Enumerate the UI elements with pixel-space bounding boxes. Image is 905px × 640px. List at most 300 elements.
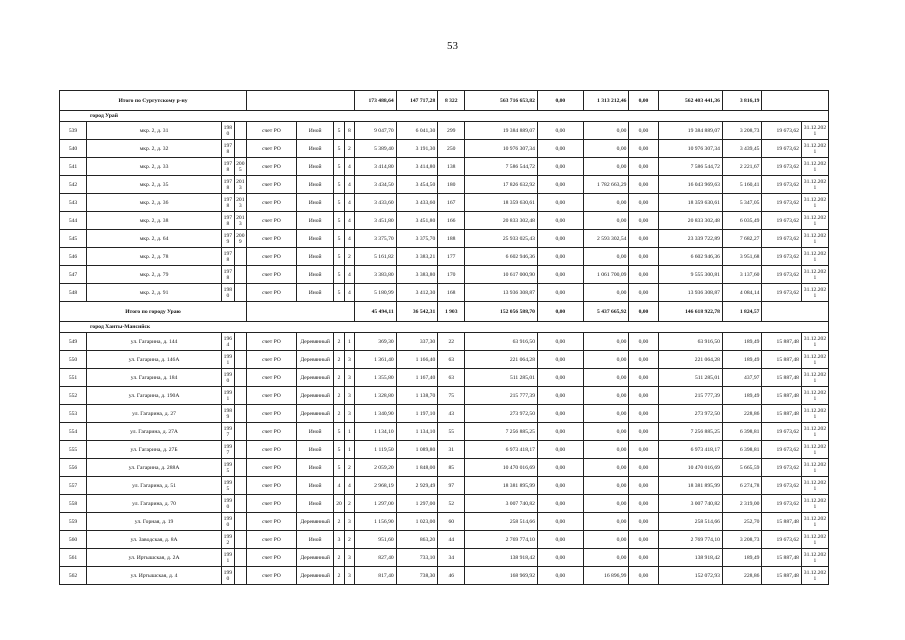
row-fund-method: счет РО xyxy=(247,158,297,176)
row-floors: 5 xyxy=(334,423,344,441)
row-address: ул. Горная, д. 19 xyxy=(87,513,222,531)
row-year-built: 1991 xyxy=(222,549,234,567)
row-date: 31.12.2021 xyxy=(801,248,828,266)
row-area-living: 3 414,80 xyxy=(396,158,438,176)
row-entrances: 1 xyxy=(344,333,354,351)
row-entrances: 3 xyxy=(344,351,354,369)
row-area-total: 1 156,90 xyxy=(355,513,397,531)
row-year-built: 1997 xyxy=(222,441,234,459)
table-row xyxy=(60,158,829,176)
row-date: 31.12.2021 xyxy=(801,266,828,284)
row-budget: 0,00 xyxy=(583,158,629,176)
row-year-built: 1979 xyxy=(222,230,234,248)
row-address: ул. Гагарина, д. 27 xyxy=(87,405,222,423)
row-year-built: 1980 xyxy=(222,122,234,140)
row-fund-zero: 0,00 xyxy=(537,441,583,459)
row-wall-material: Деревянный xyxy=(296,333,333,351)
row-number: 562 xyxy=(60,567,87,585)
row-cost: 10 976 307,34 xyxy=(465,140,538,158)
row-floors: 2 xyxy=(334,405,344,423)
row-wall-material: Иной xyxy=(296,495,333,513)
row-number: 561 xyxy=(60,549,87,567)
row-cost: 63 916,50 xyxy=(465,333,538,351)
row-year-built: 1990 xyxy=(222,369,234,387)
table-row xyxy=(60,284,829,302)
row-floors: 2 xyxy=(334,351,344,369)
row-number: 542 xyxy=(60,176,87,194)
row-specific-cost: 2 319,00 xyxy=(722,495,761,513)
row-owners: 13 936 308,87 xyxy=(658,284,722,302)
row-date: 31.12.2021 xyxy=(801,423,828,441)
row-budget: 0,00 xyxy=(583,122,629,140)
row-year-repair: 2005 xyxy=(234,158,246,176)
row-fund-method: счет РО xyxy=(247,176,297,194)
row-owners: 511 285,01 xyxy=(658,369,722,387)
row-budget: 0,00 xyxy=(583,531,629,549)
row-entrances: 8 xyxy=(344,122,354,140)
row-budget: 0,00 xyxy=(583,405,629,423)
table-row xyxy=(60,230,829,248)
row-budget: 0,00 xyxy=(583,423,629,441)
row-budget: 0,00 xyxy=(583,351,629,369)
row-floors: 5 xyxy=(334,230,344,248)
row-area-total: 1 361,40 xyxy=(355,351,397,369)
summary-label: Итого по городу Ураю xyxy=(60,302,247,322)
row-specific-cost: 4 084,14 xyxy=(722,284,761,302)
row-year-repair xyxy=(234,248,246,266)
row-limit-cost: 19 673,62 xyxy=(762,459,801,477)
row-date: 31.12.2021 xyxy=(801,158,828,176)
row-date: 31.12.2021 xyxy=(801,230,828,248)
row-year-built: 1978 xyxy=(222,140,234,158)
row-year-repair xyxy=(234,459,246,477)
row-wall-material: Иной xyxy=(296,459,333,477)
row-limit-cost: 15 887,48 xyxy=(762,333,801,351)
table-row xyxy=(60,333,829,351)
row-address: ул. Иртышская, д. 2А xyxy=(87,549,222,567)
row-area-living: 1 023,00 xyxy=(396,513,438,531)
row-specific-cost: 5 347,05 xyxy=(722,194,761,212)
row-cost: 511 285,01 xyxy=(465,369,538,387)
row-fund-zero: 0,00 xyxy=(537,176,583,194)
row-specific-cost: 189,49 xyxy=(722,387,761,405)
row-fund-zero: 0,00 xyxy=(537,477,583,495)
row-address: мкр. 2, д. 79 xyxy=(87,266,222,284)
row-area-living: 3 375,70 xyxy=(396,230,438,248)
row-limit-cost: 15 887,48 xyxy=(762,369,801,387)
table-row xyxy=(60,477,829,495)
row-floors: 2 xyxy=(334,333,344,351)
row-number: 555 xyxy=(60,441,87,459)
row-year-repair xyxy=(234,333,246,351)
row-floors: 20 xyxy=(334,495,344,513)
summary-area-living: 36 542,31 xyxy=(396,302,438,322)
row-owners: 3 007 740,82 xyxy=(658,495,722,513)
row-year-repair xyxy=(234,369,246,387)
summary-empty xyxy=(247,91,355,111)
row-date: 31.12.2021 xyxy=(801,212,828,230)
row-year-repair xyxy=(234,284,246,302)
row-limit-cost: 19 673,62 xyxy=(762,230,801,248)
row-wall-material: Деревянный xyxy=(296,387,333,405)
row-date: 31.12.2021 xyxy=(801,122,828,140)
row-fund-zero: 0,00 xyxy=(537,158,583,176)
row-owners: 7 586 544,72 xyxy=(658,158,722,176)
row-specific-cost: 5 160,41 xyxy=(722,176,761,194)
row-address: ул. Гагарина, д. 51 xyxy=(87,477,222,495)
row-number: 539 xyxy=(60,122,87,140)
row-owners: 18 381 895,99 xyxy=(658,477,722,495)
row-area-total: 5 180,99 xyxy=(355,284,397,302)
row-entrances: 3 xyxy=(344,369,354,387)
row-entrances: 4 xyxy=(344,194,354,212)
row-fund-method: счет РО xyxy=(247,387,297,405)
table-row xyxy=(60,531,829,549)
city-name: город Урай xyxy=(60,111,829,122)
row-date: 31.12.2021 xyxy=(801,176,828,194)
row-floors: 5 xyxy=(334,212,344,230)
row-local-zero: 0,00 xyxy=(629,158,658,176)
row-residents: 250 xyxy=(438,140,465,158)
row-entrances: 4 xyxy=(344,284,354,302)
row-fund-method: счет РО xyxy=(247,513,297,531)
table-row xyxy=(60,423,829,441)
row-fund-zero: 0,00 xyxy=(537,194,583,212)
row-number: 540 xyxy=(60,140,87,158)
summary-area-total: 45 494,11 xyxy=(355,302,397,322)
row-date: 31.12.2021 xyxy=(801,441,828,459)
row-year-repair: 2013 xyxy=(234,194,246,212)
row-residents: 180 xyxy=(438,176,465,194)
row-fund-method: счет РО xyxy=(247,441,297,459)
row-area-living: 1 166,40 xyxy=(396,351,438,369)
row-owners: 138 918,42 xyxy=(658,549,722,567)
row-date: 31.12.2021 xyxy=(801,513,828,531)
row-entrances: 4 xyxy=(344,477,354,495)
row-year-built: 1989 xyxy=(222,405,234,423)
row-budget: 0,00 xyxy=(583,248,629,266)
row-fund-method: счет РО xyxy=(247,266,297,284)
row-year-repair: 2013 xyxy=(234,176,246,194)
row-residents: 138 xyxy=(438,158,465,176)
row-floors: 5 xyxy=(334,194,344,212)
row-specific-cost: 3 208,73 xyxy=(722,122,761,140)
row-specific-cost: 6 274,78 xyxy=(722,477,761,495)
city-row xyxy=(60,111,829,122)
row-specific-cost: 5 665,59 xyxy=(722,459,761,477)
table-row xyxy=(60,387,829,405)
row-limit-cost: 19 673,62 xyxy=(762,441,801,459)
row-date: 31.12.2021 xyxy=(801,459,828,477)
row-wall-material: Деревянный xyxy=(296,405,333,423)
row-area-living: 3 383,80 xyxy=(396,266,438,284)
row-wall-material: Иной xyxy=(296,284,333,302)
row-specific-cost: 228,86 xyxy=(722,567,761,585)
row-area-total: 2 059,20 xyxy=(355,459,397,477)
row-residents: 44 xyxy=(438,531,465,549)
row-fund-zero: 0,00 xyxy=(537,248,583,266)
row-limit-cost: 19 673,62 xyxy=(762,212,801,230)
row-budget: 1 061 700,09 xyxy=(583,266,629,284)
row-year-built: 1995 xyxy=(222,477,234,495)
row-residents: 188 xyxy=(438,230,465,248)
row-limit-cost: 19 673,62 xyxy=(762,194,801,212)
summary-label: Итого по Сургутскому р-ну xyxy=(60,91,247,111)
row-area-living: 3 412,30 xyxy=(396,284,438,302)
row-area-total: 5 161,82 xyxy=(355,248,397,266)
summary-fund-zero: 0,00 xyxy=(537,91,583,111)
row-address: мкр. 2, д. 91 xyxy=(87,284,222,302)
row-area-living: 3 454,50 xyxy=(396,176,438,194)
row-year-repair xyxy=(234,387,246,405)
row-specific-cost: 189,49 xyxy=(722,351,761,369)
row-specific-cost: 3 208,73 xyxy=(722,531,761,549)
row-local-zero: 0,00 xyxy=(629,369,658,387)
row-floors: 5 xyxy=(334,140,344,158)
row-owners: 16 043 969,63 xyxy=(658,176,722,194)
row-number: 546 xyxy=(60,248,87,266)
register-table xyxy=(59,90,829,585)
row-date: 31.12.2021 xyxy=(801,140,828,158)
table-row xyxy=(60,266,829,284)
row-residents: 167 xyxy=(438,194,465,212)
row-residents: 46 xyxy=(438,567,465,585)
row-date: 31.12.2021 xyxy=(801,549,828,567)
row-floors: 2 xyxy=(334,567,344,585)
row-fund-method: счет РО xyxy=(247,495,297,513)
row-area-total: 1 355,80 xyxy=(355,369,397,387)
row-area-living: 733,10 xyxy=(396,549,438,567)
row-entrances: 1 xyxy=(344,423,354,441)
row-limit-cost: 19 673,62 xyxy=(762,477,801,495)
row-local-zero: 0,00 xyxy=(629,567,658,585)
row-limit-cost: 19 673,62 xyxy=(762,495,801,513)
row-local-zero: 0,00 xyxy=(629,284,658,302)
row-residents: 170 xyxy=(438,266,465,284)
row-year-built: 1978 xyxy=(222,266,234,284)
row-date: 31.12.2021 xyxy=(801,405,828,423)
row-number: 557 xyxy=(60,477,87,495)
row-year-built: 1978 xyxy=(222,248,234,266)
row-budget: 0,00 xyxy=(583,369,629,387)
row-owners: 63 916,50 xyxy=(658,333,722,351)
row-year-built: 1992 xyxy=(222,531,234,549)
row-year-repair xyxy=(234,441,246,459)
row-year-repair: 2013 xyxy=(234,212,246,230)
row-area-total: 1 328,80 xyxy=(355,387,397,405)
row-local-zero: 0,00 xyxy=(629,194,658,212)
row-residents: 55 xyxy=(438,423,465,441)
row-fund-method: счет РО xyxy=(247,351,297,369)
row-address: ул. Гагарина, д. 288А xyxy=(87,459,222,477)
row-area-living: 863,20 xyxy=(396,531,438,549)
row-number: 559 xyxy=(60,513,87,531)
row-residents: 177 xyxy=(438,248,465,266)
row-address: мкр. 2, д. 78 xyxy=(87,248,222,266)
table-row xyxy=(60,351,829,369)
row-residents: 166 xyxy=(438,212,465,230)
row-budget: 0,00 xyxy=(583,194,629,212)
row-entrances: 2 xyxy=(344,140,354,158)
row-wall-material: Иной xyxy=(296,122,333,140)
row-wall-material: Иной xyxy=(296,423,333,441)
row-cost: 18 381 895,99 xyxy=(465,477,538,495)
row-date: 31.12.2021 xyxy=(801,194,828,212)
row-fund-method: счет РО xyxy=(247,549,297,567)
row-cost: 13 936 308,87 xyxy=(465,284,538,302)
row-cost: 7 256 885,25 xyxy=(465,423,538,441)
row-cost: 10 617 000,90 xyxy=(465,266,538,284)
row-year-repair xyxy=(234,351,246,369)
row-residents: 75 xyxy=(438,387,465,405)
row-owners: 2 769 774,10 xyxy=(658,531,722,549)
table-row xyxy=(60,405,829,423)
row-limit-cost: 15 887,48 xyxy=(762,567,801,585)
row-floors: 5 xyxy=(334,459,344,477)
row-number: 548 xyxy=(60,284,87,302)
row-cost: 258 514,66 xyxy=(465,513,538,531)
row-number: 560 xyxy=(60,531,87,549)
row-number: 544 xyxy=(60,212,87,230)
row-area-living: 1 138,70 xyxy=(396,387,438,405)
row-local-zero: 0,00 xyxy=(629,441,658,459)
row-wall-material: Иной xyxy=(296,230,333,248)
row-address: мкр. 2, д. 36 xyxy=(87,194,222,212)
row-date: 31.12.2021 xyxy=(801,477,828,495)
row-wall-material: Иной xyxy=(296,477,333,495)
row-area-total: 1 340,90 xyxy=(355,405,397,423)
row-cost: 221 064,28 xyxy=(465,351,538,369)
summary-residents: 1 903 xyxy=(438,302,465,322)
row-specific-cost: 2 221,67 xyxy=(722,158,761,176)
row-wall-material: Деревянный xyxy=(296,369,333,387)
row-fund-method: счет РО xyxy=(247,248,297,266)
row-address: ул. Иртышская, д. 4 xyxy=(87,567,222,585)
row-address: ул. Гагарина, д. 144 xyxy=(87,333,222,351)
row-local-zero: 0,00 xyxy=(629,122,658,140)
row-year-repair xyxy=(234,122,246,140)
row-number: 553 xyxy=(60,405,87,423)
row-budget: 0,00 xyxy=(583,441,629,459)
row-wall-material: Иной xyxy=(296,194,333,212)
row-cost: 273 972,50 xyxy=(465,405,538,423)
row-area-living: 6 041,30 xyxy=(396,122,438,140)
row-year-repair xyxy=(234,477,246,495)
summary-specific-cost: 1 824,57 xyxy=(722,302,761,322)
row-address: ул. Гагарина, д. 184 xyxy=(87,369,222,387)
row-limit-cost: 19 673,62 xyxy=(762,122,801,140)
row-specific-cost: 6 035,49 xyxy=(722,212,761,230)
row-year-built: 1990 xyxy=(222,567,234,585)
row-year-built: 1978 xyxy=(222,194,234,212)
summary-budget: 5 437 665,92 xyxy=(583,302,629,322)
row-year-repair xyxy=(234,495,246,513)
summary-owners: 562 403 441,36 xyxy=(658,91,722,111)
summary-area-living: 147 717,28 xyxy=(396,91,438,111)
row-wall-material: Иной xyxy=(296,140,333,158)
row-area-living: 1 297,00 xyxy=(396,495,438,513)
row-year-repair xyxy=(234,567,246,585)
row-entrances: 4 xyxy=(344,176,354,194)
row-area-living: 2 929,49 xyxy=(396,477,438,495)
row-wall-material: Иной xyxy=(296,266,333,284)
row-area-total: 3 375,70 xyxy=(355,230,397,248)
row-entrances: 2 xyxy=(344,495,354,513)
row-limit-cost: 19 673,62 xyxy=(762,248,801,266)
row-address: ул. Гагарина, д. 27А xyxy=(87,423,222,441)
row-specific-cost: 3 951,68 xyxy=(722,248,761,266)
row-local-zero: 0,00 xyxy=(629,212,658,230)
row-owners: 19 384 889,07 xyxy=(658,122,722,140)
row-cost: 3 007 740,82 xyxy=(465,495,538,513)
row-cost: 6 973 418,17 xyxy=(465,441,538,459)
row-limit-cost: 15 887,48 xyxy=(762,513,801,531)
row-local-zero: 0,00 xyxy=(629,459,658,477)
row-entrances: 3 xyxy=(344,549,354,567)
row-owners: 9 555 300,81 xyxy=(658,266,722,284)
row-owners: 20 833 302,48 xyxy=(658,212,722,230)
row-budget: 2 593 302,54 xyxy=(583,230,629,248)
city-name: город Ханты-Мансийск xyxy=(60,322,829,333)
row-year-built: 1978 xyxy=(222,158,234,176)
row-wall-material: Иной xyxy=(296,212,333,230)
row-floors: 5 xyxy=(334,284,344,302)
row-fund-method: счет РО xyxy=(247,333,297,351)
row-number: 549 xyxy=(60,333,87,351)
row-area-living: 337,30 xyxy=(396,333,438,351)
summary-local-zero: 0,00 xyxy=(629,91,658,111)
row-residents: 60 xyxy=(438,513,465,531)
row-year-built: 1980 xyxy=(222,284,234,302)
row-budget: 0,00 xyxy=(583,477,629,495)
row-floors: 3 xyxy=(334,531,344,549)
row-year-repair xyxy=(234,405,246,423)
row-budget: 0,00 xyxy=(583,387,629,405)
row-fund-method: счет РО xyxy=(247,405,297,423)
row-year-repair xyxy=(234,549,246,567)
row-limit-cost: 19 673,62 xyxy=(762,531,801,549)
row-local-zero: 0,00 xyxy=(629,333,658,351)
row-area-total: 369,30 xyxy=(355,333,397,351)
row-year-repair xyxy=(234,531,246,549)
row-floors: 2 xyxy=(334,387,344,405)
row-area-total: 1 119,50 xyxy=(355,441,397,459)
row-address: ул. Гагарина, д. 70 xyxy=(87,495,222,513)
row-residents: 22 xyxy=(438,333,465,351)
row-specific-cost: 228,86 xyxy=(722,405,761,423)
row-area-total: 817,40 xyxy=(355,567,397,585)
row-date: 31.12.2021 xyxy=(801,495,828,513)
row-date: 31.12.2021 xyxy=(801,369,828,387)
row-wall-material: Деревянный xyxy=(296,549,333,567)
row-fund-zero: 0,00 xyxy=(537,423,583,441)
summary-specific-cost: 3 816,19 xyxy=(722,91,761,111)
row-specific-cost: 3 137,60 xyxy=(722,266,761,284)
row-owners: 215 777,39 xyxy=(658,387,722,405)
table-row xyxy=(60,441,829,459)
row-area-total: 5 389,40 xyxy=(355,140,397,158)
row-local-zero: 0,00 xyxy=(629,351,658,369)
table-row xyxy=(60,369,829,387)
summary-owners: 146 618 922,78 xyxy=(658,302,722,322)
page-number: 53 xyxy=(447,40,458,52)
row-specific-cost: 437,97 xyxy=(722,369,761,387)
row-date: 31.12.2021 xyxy=(801,567,828,585)
row-fund-zero: 0,00 xyxy=(537,333,583,351)
row-fund-method: счет РО xyxy=(247,212,297,230)
row-cost: 19 384 889,07 xyxy=(465,122,538,140)
row-budget: 16 896,99 xyxy=(583,567,629,585)
